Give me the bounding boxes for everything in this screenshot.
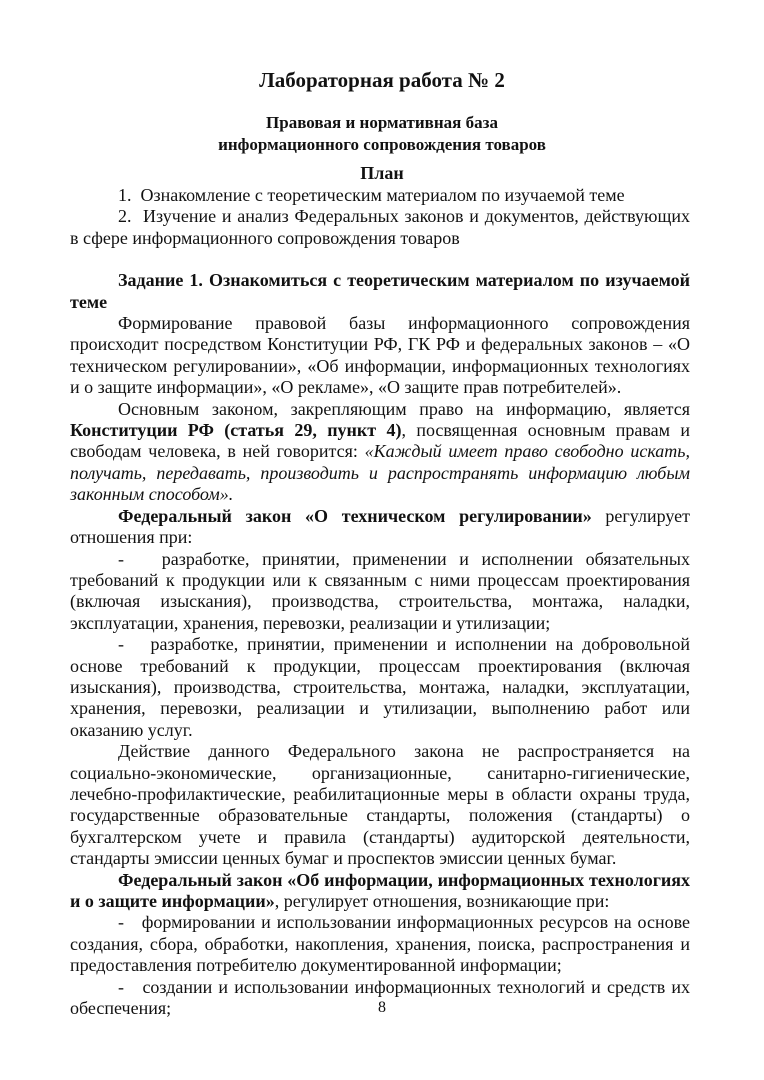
constitution-reference: Конституции РФ (статья 29, пункт 4) <box>70 420 402 441</box>
paragraph-constitution-start: Основным законом, закрепляющим право на информацию, является <box>118 398 690 419</box>
list-item: - формировании и использовании информационных ресурсов на основе создания, сбора, обработки, накопления, хранения, поиска, распространения и предоставления потребителю документированной информации; <box>70 912 690 976</box>
page-number: 8 <box>378 999 386 1016</box>
law-information: Федеральный закон «Об информации, информационных технологиях и о защите информации» <box>70 869 690 911</box>
page-title: Лабораторная работа № 2 <box>259 68 505 92</box>
document-body <box>70 185 690 1019</box>
paragraph-constitution-mid: , посвященная основным правам и свободам человека, в ней говорится: <box>70 420 690 462</box>
task-heading: Задание 1. Ознакомиться с теоретическим материалом по изучаемой теме <box>70 270 690 312</box>
paragraph-intro: Формирование правовой базы информационного сопровождения происходит посредством Конституции РФ, ГК РФ и федеральных законов – «О техническом регулировании», «Об информации, информационных технологиях и о защите информации», «О рекламе», «О защите прав потребителей». <box>70 313 690 398</box>
paragraph-tech-regulation <box>70 506 690 549</box>
paragraph-info-law-rest: , регулирует отношения, возникающие при: <box>274 891 610 911</box>
subtitle-line-1: Правовая и нормативная база <box>266 113 498 132</box>
law-tech-regulation: Федеральный закон «О техническом регулировании» <box>118 505 592 526</box>
paragraph-info-law <box>70 870 690 913</box>
list-item: - разработке, принятии, применении и исполнении обязательных требований к продукции или к связанным с ними процессам проектирования (включая изыскания), производства, строительства, монтажа, наладки, эксплуатации, хранения, перевозки, реализации и утилизации; <box>70 548 690 633</box>
paragraph-scope: Действие данного Федерального закона не распространяется на социально-экономические, организационные, санитарно-гигиенические, лечебно-профилактические, реабилитационные меры в области охраны труда, государственные образовательные стандарты, положения (стандарты) о бухгалтерском учете и правила (стандарты) аудиторской деятельности, стандарты эмиссии ценных бумаг и проспектов эмиссии ценных бумаг. <box>70 741 690 869</box>
subtitle <box>0 112 764 156</box>
plan-item-2: 2. Изучение и анализ Федеральных законов и документов, действующих в сфере информационного сопровождения товаров <box>70 206 690 248</box>
plan-item-1: 1. Ознакомление с теоретическим материалом по изучаемой теме <box>118 185 625 205</box>
paragraph-constitution <box>70 399 690 506</box>
constitution-quote: «Каждый имеет право свободно искать, получать, передавать, производить и распространять информацию любым законным способом». <box>70 441 690 505</box>
paragraph-tech-regulation-rest: регулирует отношения при: <box>70 505 690 548</box>
subtitle-line-2: информационного сопровождения товаров <box>218 135 546 154</box>
spacer <box>70 249 690 270</box>
plan-heading: План <box>360 163 404 183</box>
list-item: - разработке, принятии, применении и исполнении на добровольной основе требований к продукции, процессам проектирования (включая изыскания), производства, строительства, монтажа, наладки, эксплуатации, хранения, перевозки, реализации и утилизации, выполнению работ или оказанию услуг. <box>70 634 690 740</box>
list-item: - создании и использовании информационных технологий и средств их обеспечения; <box>70 976 690 1019</box>
